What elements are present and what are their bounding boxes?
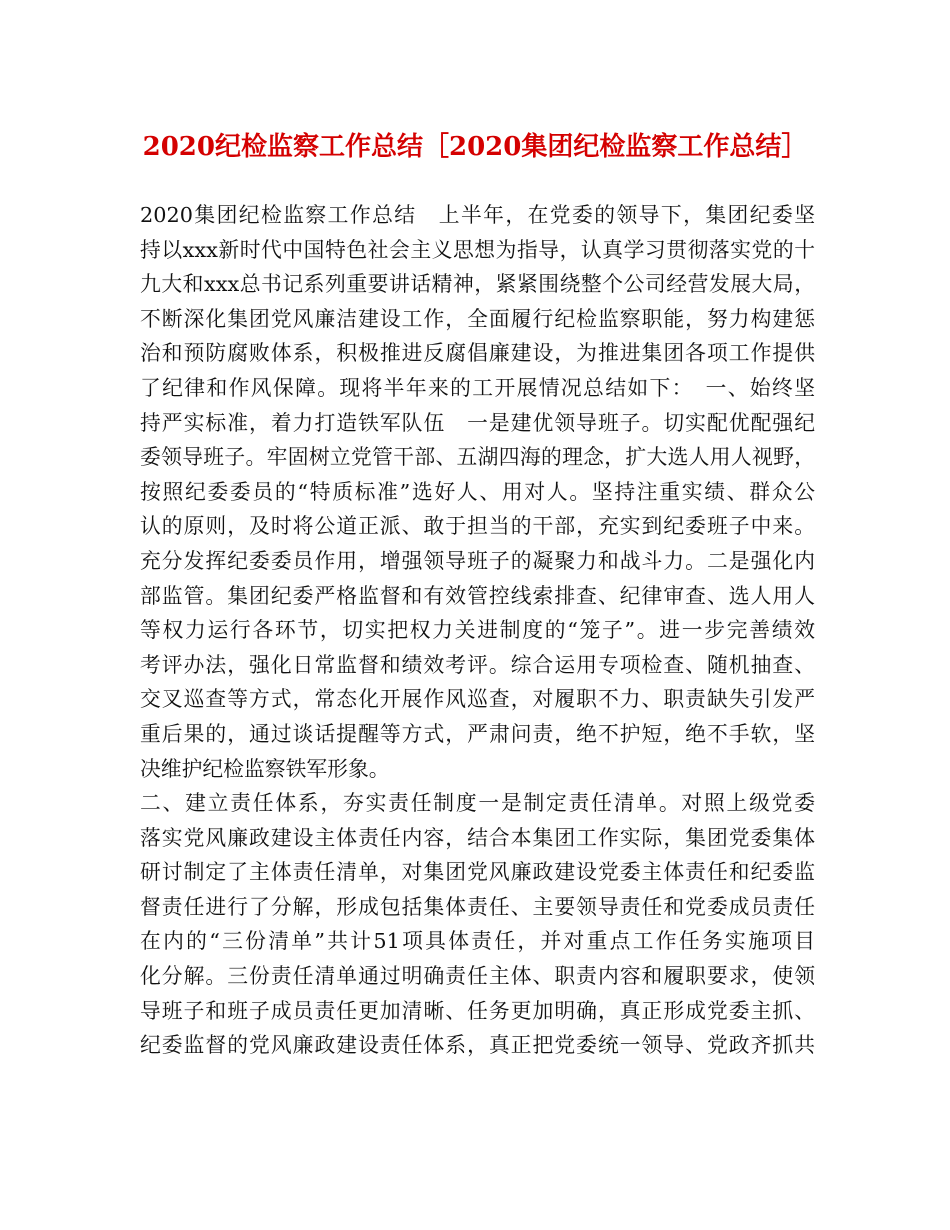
body-line: 不断深化集团党风廉洁建设工作，全面履行纪检监察职能，努力构建惩 (140, 306, 815, 331)
body-line: 2020集团纪检监察工作总结 上半年，在党委的领导下，集团纪委坚 (140, 203, 815, 227)
body-line: 督责任进行了分解，形成包括集体责任、主要领导责任和党委成员责任 (140, 894, 815, 919)
body-line: 二、建立责任体系，夯实责任制度一是制定责任清单。对照上级党委 (140, 791, 815, 816)
body-line: 等权力运行各环节，切实把权力关进制度的“笼子”。进一步完善绩效 (140, 618, 815, 643)
body-line: 落实党风廉政建设主体责任内容，结合本集团工作实际，集团党委集体 (140, 825, 815, 850)
body-line: 委领导班子。牢固树立党管干部、五湖四海的理念，扩大选人用人视野， (140, 445, 815, 470)
body-line: 重后果的，通过谈话提醒等方式，严肃问责，绝不护短，绝不手软，坚 (140, 721, 815, 746)
body-line: 考评办法，强化日常监督和绩效考评。综合运用专项检查、随机抽查、 (140, 652, 815, 677)
body-line: 按照纪委委员的“特质标准”选好人、用对人。坚持注重实绩、群众公 (140, 479, 815, 504)
body-line: 部监管。集团纪委严格监督和有效管控线索排查、纪律审查、选人用人 (140, 583, 815, 608)
body-line: 充分发挥纪委委员作用，增强领导班子的凝聚力和战斗力。二是强化内 (140, 548, 815, 573)
body-line: 研讨制定了主体责任清单，对集团党风廉政建设党委主体责任和纪委监 (140, 860, 815, 885)
body-line: 导班子和班子成员责任更加清晰、任务更加明确，真正形成党委主抓、 (140, 998, 815, 1023)
body-line: 九大和xxx总书记系列重要讲话精神，紧紧围绕整个公司经营发展大局， (140, 272, 815, 297)
body-line: 了纪律和作风保障。现将半年来的工开展情况总结如下： 一、始终坚 (140, 375, 815, 400)
body-line: 决维护纪检监察铁军形象。 (140, 756, 390, 781)
document-title: 2020纪检监察工作总结［2020集团纪检监察工作总结］ (142, 132, 808, 162)
body-line: 交叉巡查等方式，常态化开展作风巡查，对履职不力、职责缺失引发严 (140, 687, 815, 712)
body-line: 纪委监督的党风廉政建设责任体系，真正把党委统一领导、党政齐抓共 (140, 1033, 815, 1058)
body-line: 持以xxx新时代中国特色社会主义思想为指导，认真学习贯彻落实党的十 (140, 237, 815, 262)
body-line: 化分解。三份责任清单通过明确责任主体、职责内容和履职要求，使领 (140, 964, 815, 989)
body-line: 治和预防腐败体系，积极推进反腐倡廉建设，为推进集团各项工作提供 (140, 341, 815, 366)
body-line: 持严实标准，着力打造铁军队伍 一是建优领导班子。切实配优配强纪 (140, 410, 815, 435)
body-line: 在内的“三份清单”共计51项具体责任，并对重点工作任务实施项目 (140, 929, 815, 954)
body-line: 认的原则，及时将公道正派、敢于担当的干部，充实到纪委班子中来。 (140, 514, 815, 539)
document-body (140, 198, 815, 1063)
